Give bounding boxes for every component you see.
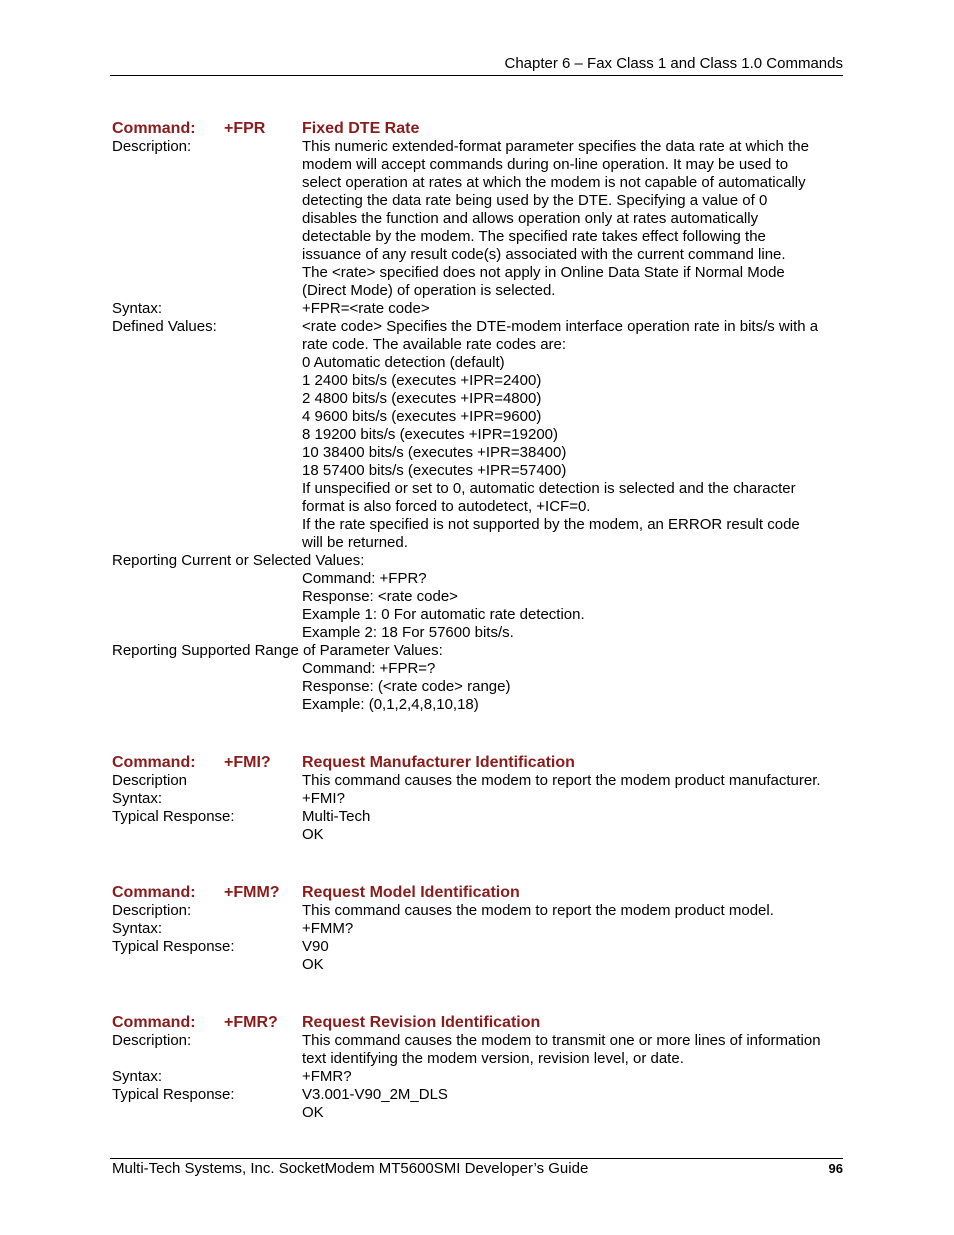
footer-text: Multi-Tech Systems, Inc. SocketModem MT5600SMI Developer’s Guide (112, 1160, 589, 1177)
description-row (112, 1032, 843, 1068)
text-line: will be returned. (302, 534, 408, 551)
command-heading (112, 753, 843, 772)
text-line: Example 1: 0 For automatic rate detection. (302, 606, 585, 623)
command-code: +FMM? (224, 884, 280, 901)
text-line: Response: <rate code> (302, 588, 458, 605)
description-row (112, 138, 843, 300)
text-line: This numeric extended-format parameter specifies the data rate at which the (302, 138, 809, 155)
text-line: 8 19200 bits/s (executes +IPR=19200) (302, 426, 558, 443)
command-label: Command: (112, 754, 196, 771)
text-line: V3.001-V90_2M_DLS (302, 1086, 448, 1103)
text-line: Example: (0,1,2,4,8,10,18) (302, 696, 479, 713)
text-line: This command causes the modem to transmit one or more lines of information (302, 1032, 821, 1049)
syntax-row (112, 1068, 843, 1086)
command-title: Request Manufacturer Identification (302, 754, 575, 771)
text-line: Response: (<rate code> range) (302, 678, 511, 695)
description-text (302, 1032, 843, 1068)
text-line: 2 4800 bits/s (executes +IPR=4800) (302, 390, 542, 407)
footer-divider (110, 1158, 843, 1159)
text-line: If unspecified or set to 0, automatic detection is selected and the character (302, 480, 796, 497)
reporting-range-label: Reporting Supported Range of Parameter Values: (112, 642, 443, 659)
typical-response-text (302, 938, 843, 974)
reporting-current-label: Reporting Current or Selected Values: (112, 552, 365, 569)
description-label: Description: (112, 138, 192, 155)
description-text (302, 138, 843, 300)
syntax-label: Syntax: (112, 1068, 163, 1085)
syntax-label: Syntax: (112, 920, 163, 937)
typical-response-text (302, 1086, 843, 1122)
text-line: If the rate specified is not supported by the modem, an ERROR result code (302, 516, 800, 533)
text-line: <rate code> Specifies the DTE-modem interface operation rate in bits/s with a (302, 318, 819, 335)
syntax-value: +FPR=<rate code> (302, 300, 430, 317)
text-line: rate code. The available rate codes are: (302, 336, 567, 353)
command-title: Request Model Identification (302, 884, 520, 901)
typical-response-text (302, 808, 843, 844)
typical-response-row (112, 938, 843, 974)
command-code: +FPR (224, 120, 266, 137)
text-line: (Direct Mode) of operation is selected. (302, 282, 556, 299)
command-fmr-section (112, 1013, 843, 1122)
text-line: Example 2: 18 For 57600 bits/s. (302, 624, 514, 641)
reporting-range-text (112, 660, 843, 714)
description-row (112, 902, 843, 920)
command-code: +FMR? (224, 1014, 278, 1031)
text-line: 1 2400 bits/s (executes +IPR=2400) (302, 372, 542, 389)
typical-response-label: Typical Response: (112, 938, 235, 955)
command-fmi-section (112, 753, 843, 844)
text-line: Command: +FPR=? (302, 660, 436, 677)
text-line: OK (302, 826, 324, 843)
text-line: 10 38400 bits/s (executes +IPR=38400) (302, 444, 567, 461)
text-line: 4 9600 bits/s (executes +IPR=9600) (302, 408, 542, 425)
text-line: issuance of any result code(s) associated with the current command line. (302, 246, 786, 263)
syntax-row (112, 790, 843, 808)
text-line: OK (302, 1104, 324, 1121)
typical-response-row (112, 808, 843, 844)
text-line: OK (302, 956, 324, 973)
description-row (112, 772, 843, 790)
page-header: Chapter 6 – Fax Class 1 and Class 1.0 Commands (504, 55, 843, 72)
command-label: Command: (112, 120, 196, 137)
description-label: Description (112, 772, 188, 789)
text-line: Command: +FPR? (302, 570, 427, 587)
text-line: V90 (302, 938, 329, 955)
defined-values-text (302, 318, 843, 552)
typical-response-label: Typical Response: (112, 1086, 235, 1103)
description-text (302, 902, 843, 920)
syntax-row (112, 300, 843, 318)
text-line: format is also forced to autodetect, +ICF=0. (302, 498, 591, 515)
description-label: Description: (112, 902, 192, 919)
defined-values-row (112, 318, 843, 552)
text-line: 0 Automatic detection (default) (302, 354, 505, 371)
typical-response-label: Typical Response: (112, 808, 235, 825)
command-title: Fixed DTE Rate (302, 120, 420, 137)
command-fpr-section (112, 119, 843, 714)
command-heading (112, 883, 843, 902)
syntax-row (112, 920, 843, 938)
defined-values-label: Defined Values: (112, 318, 217, 335)
page-number: 96 (828, 1161, 843, 1176)
text-line: modem will accept commands during on-line operation. It may be used to (302, 156, 789, 173)
page-footer (112, 1160, 843, 1178)
text-line: select operation at rates at which the modem is not capable of automatically (302, 174, 806, 191)
text-line: This command causes the modem to report the modem product manufacturer. (302, 772, 821, 789)
syntax-value: +FMM? (302, 920, 354, 937)
command-fmm-section (112, 883, 843, 974)
command-title: Request Revision Identification (302, 1014, 541, 1031)
syntax-label: Syntax: (112, 300, 163, 317)
text-line: disables the function and allows operation only at rates automatically (302, 210, 759, 227)
text-line: 18 57400 bits/s (executes +IPR=57400) (302, 462, 567, 479)
text-line: detecting the data rate being used by the DTE. Specifying a value of 0 (302, 192, 768, 209)
description-label: Description: (112, 1032, 192, 1049)
command-label: Command: (112, 884, 196, 901)
command-code: +FMI? (224, 754, 271, 771)
reporting-current-text (112, 570, 843, 642)
syntax-label: Syntax: (112, 790, 163, 807)
command-heading (112, 119, 843, 138)
syntax-value: +FMR? (302, 1068, 352, 1085)
text-line: This command causes the modem to report the modem product model. (302, 902, 774, 919)
command-heading (112, 1013, 843, 1032)
syntax-value: +FMI? (302, 790, 345, 807)
document-body (112, 119, 843, 1122)
typical-response-row (112, 1086, 843, 1122)
text-line: The <rate> specified does not apply in Online Data State if Normal Mode (302, 264, 785, 281)
text-line: Multi-Tech (302, 808, 371, 825)
description-text (302, 772, 843, 790)
header-divider (110, 75, 843, 76)
text-line: text identifying the modem version, revision level, or date. (302, 1050, 684, 1067)
command-label: Command: (112, 1014, 196, 1031)
text-line: detectable by the modem. The specified rate takes effect following the (302, 228, 766, 245)
